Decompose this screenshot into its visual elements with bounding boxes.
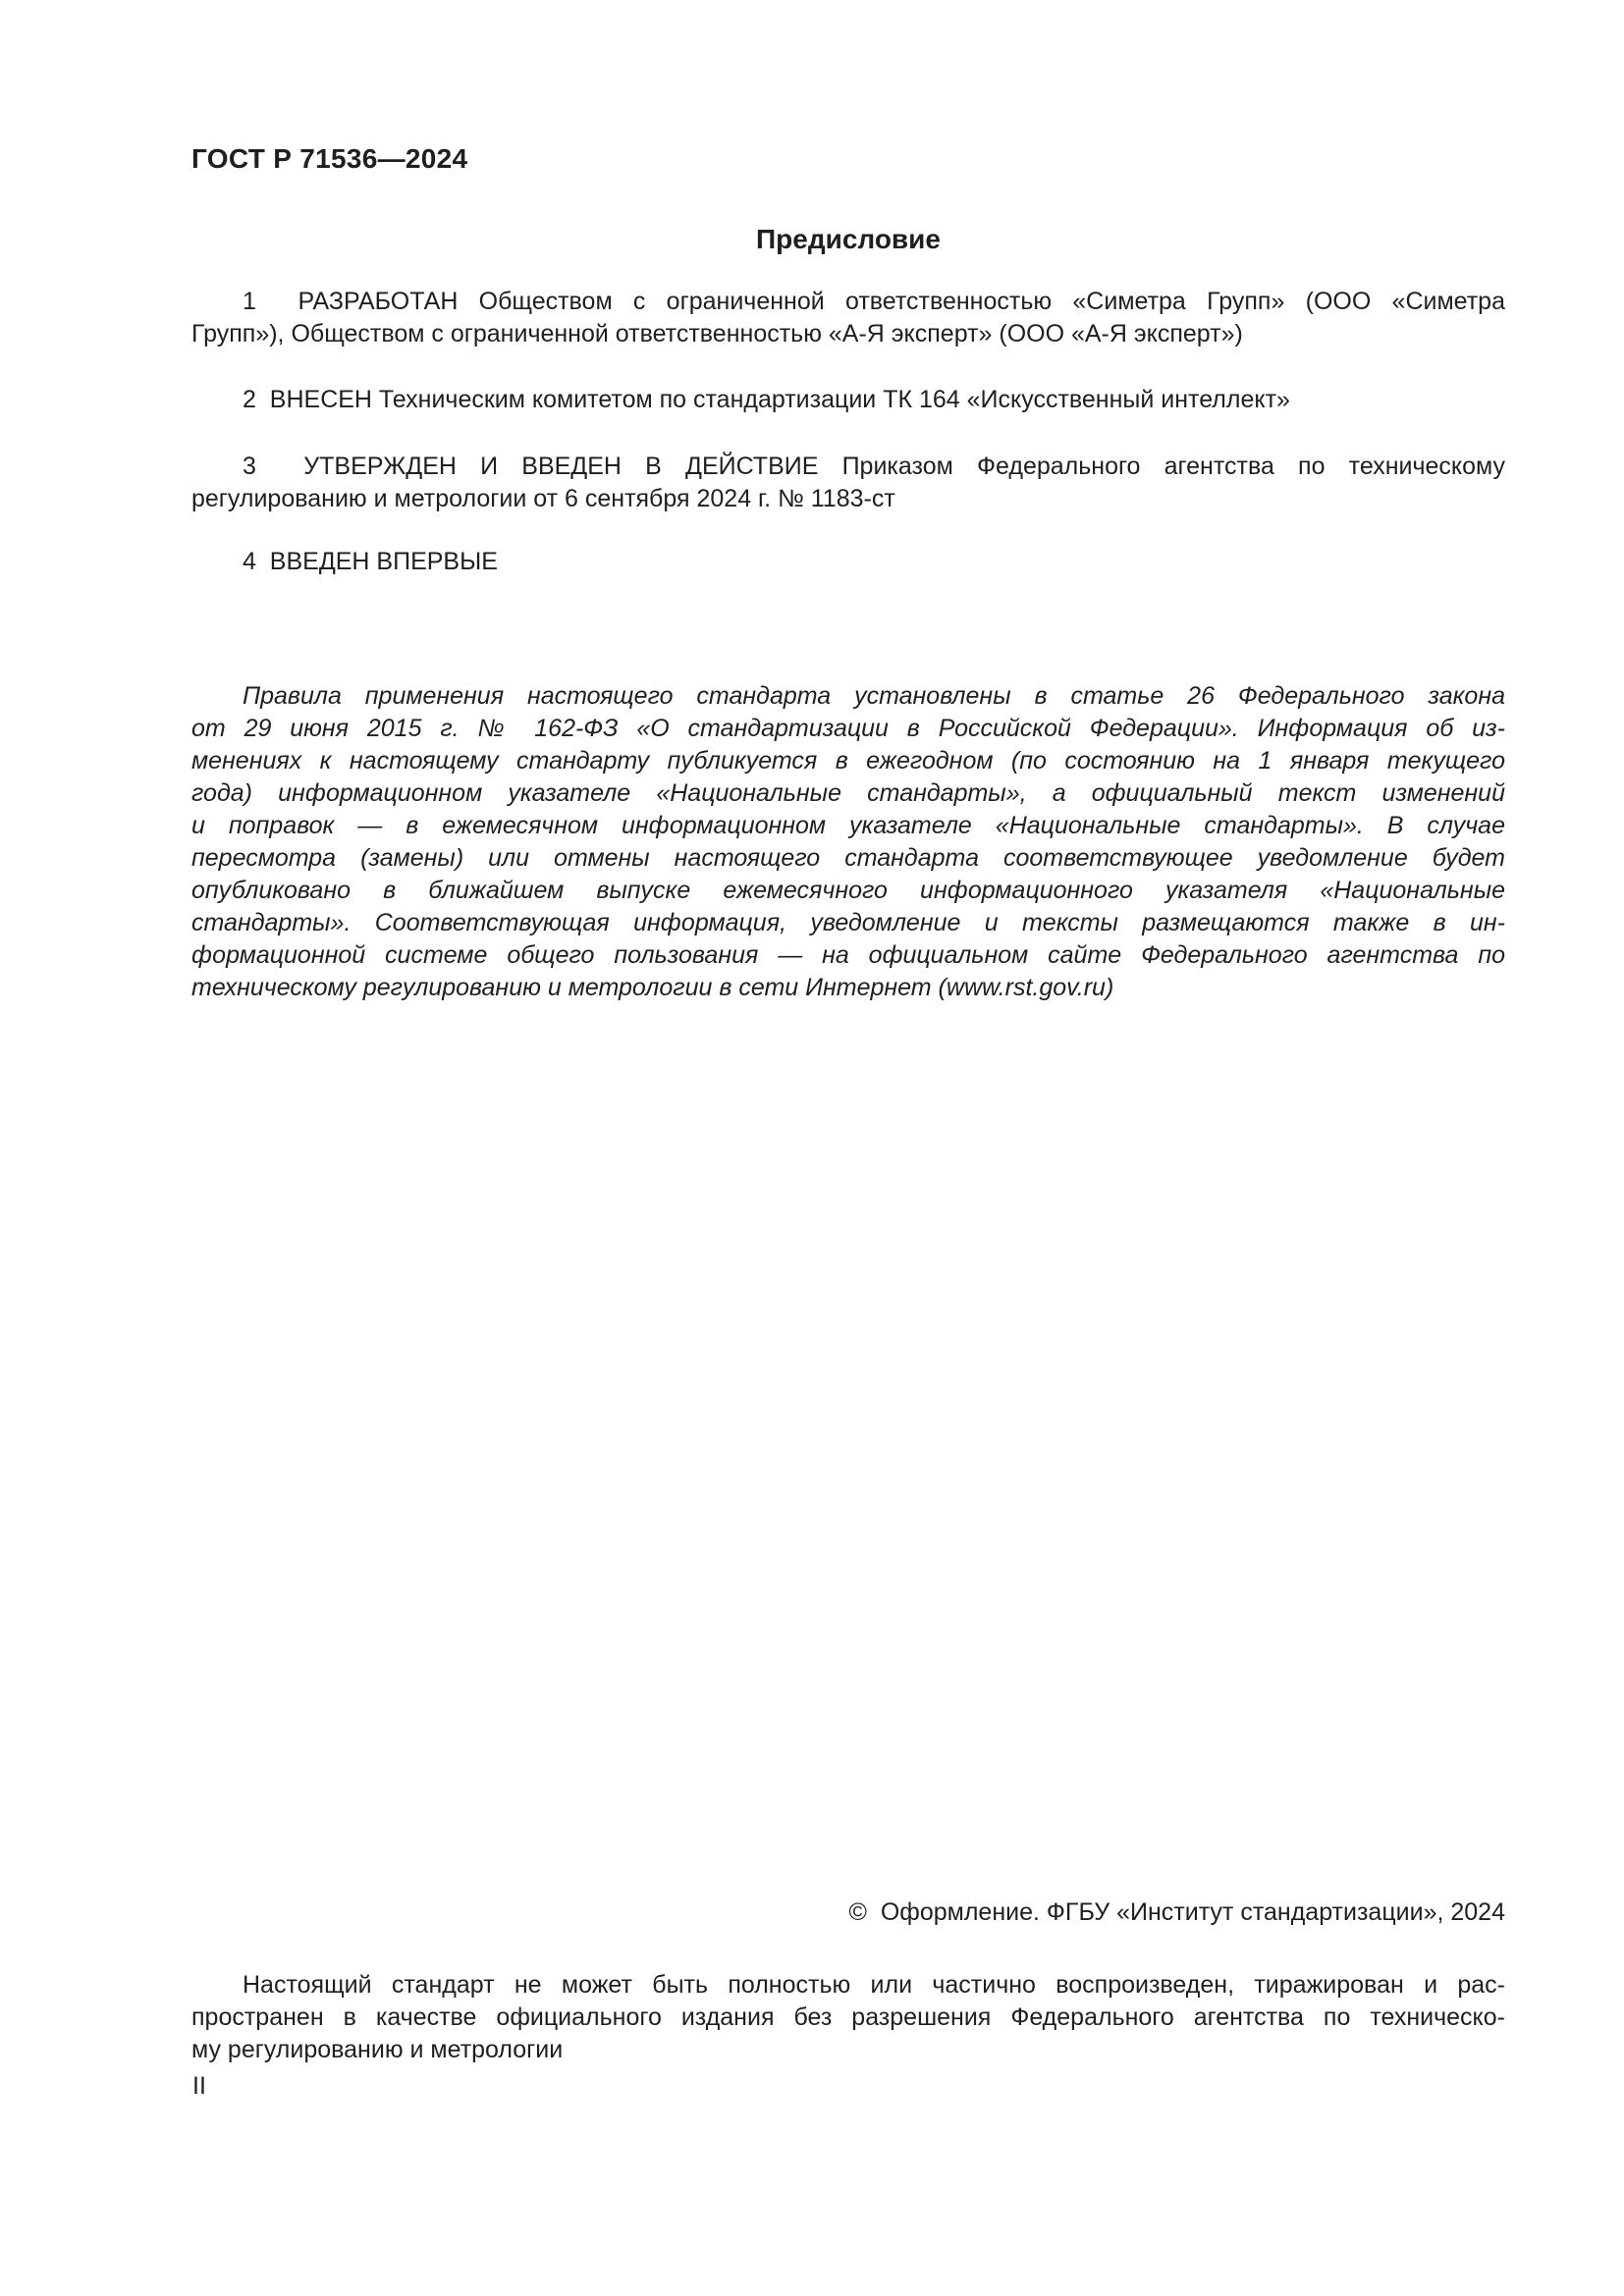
reproduction-restriction-notice (191, 1969, 1505, 2066)
text-line: техническому регулированию и метрологии в сети Интернет (www.rst.gov.ru) (191, 974, 1114, 1001)
text-line: 2 ВНЕСЕН Техническим комитетом по стандартизации ТК 164 «Искусственный интеллект» (243, 386, 1290, 413)
legal-application-notice (191, 680, 1505, 1004)
text-line: 1 РАЗРАБОТАН Обществом с ограниченной ответственностью «Симетра Групп» (ООО «Симетра (243, 288, 1505, 315)
foreword-item-first-edition (191, 546, 1505, 578)
text-line: Настоящий стандарт не может быть полностью или частично воспроизведен, тиражирован и рас- (243, 1971, 1505, 1999)
text-line: 4 ВВЕДЕН ВПЕРВЫЕ (243, 548, 498, 575)
foreword-item-submitted (191, 384, 1505, 416)
document-code-header: ГОСТ Р 71536—2024 (191, 143, 468, 174)
text-line: 3 УТВЕРЖДЕН И ВВЕДЕН В ДЕЙСТВИЕ Приказом Федерального агентства по техническому (243, 453, 1505, 480)
text-line: формационной системе общего пользования — на официальном сайте Федерального агентства по (191, 941, 1505, 969)
text-line: Групп»), Обществом с ограниченной ответственностью «А-Я эксперт» (ООО «А-Я эксперт») (191, 320, 1243, 347)
text-line: и поправок — в ежемесячном информационном указателе «Национальные стандарты». В случае (191, 812, 1505, 839)
page-title: Предисловие (756, 224, 941, 254)
page-number: II (192, 2072, 206, 2100)
text-line: от 29 июня 2015 г. № 162-ФЗ «О стандартизации в Российской Федерации». Информация об из- (191, 715, 1505, 742)
text-line: менениях к настоящему стандарту публикуется в ежегодном (по состоянию на 1 января текущего (191, 747, 1505, 774)
text-line: опубликовано в ближайшем выпуске ежемесячного информационного указателя «Национальные (191, 877, 1505, 904)
text-line: пространен в качестве официального издания без разрешения Федерального агентства по техническо- (191, 2003, 1505, 2031)
text-line: года) информационном указателе «Национальные стандарты», а официальный текст изменений (191, 779, 1505, 807)
copyright-line: © Оформление. ФГБУ «Институт стандартизации», 2024 (848, 1898, 1505, 1926)
text-line: му регулированию и метрологии (191, 2036, 564, 2063)
text-line: Правила применения настоящего стандарта установлены в статье 26 Федерального закона (243, 682, 1505, 710)
text-line: стандарты». Соответствующая информация, уведомление и тексты размещаются также в ин- (191, 909, 1505, 936)
foreword-item-approved (191, 451, 1505, 515)
text-line: регулированию и метрологии от 6 сентября 2024 г. № 1183-ст (191, 485, 895, 512)
text-line: пересмотра (замены) или отмены настоящего стандарта соответствующее уведомление будет (191, 844, 1505, 872)
foreword-item-developed (191, 286, 1505, 350)
